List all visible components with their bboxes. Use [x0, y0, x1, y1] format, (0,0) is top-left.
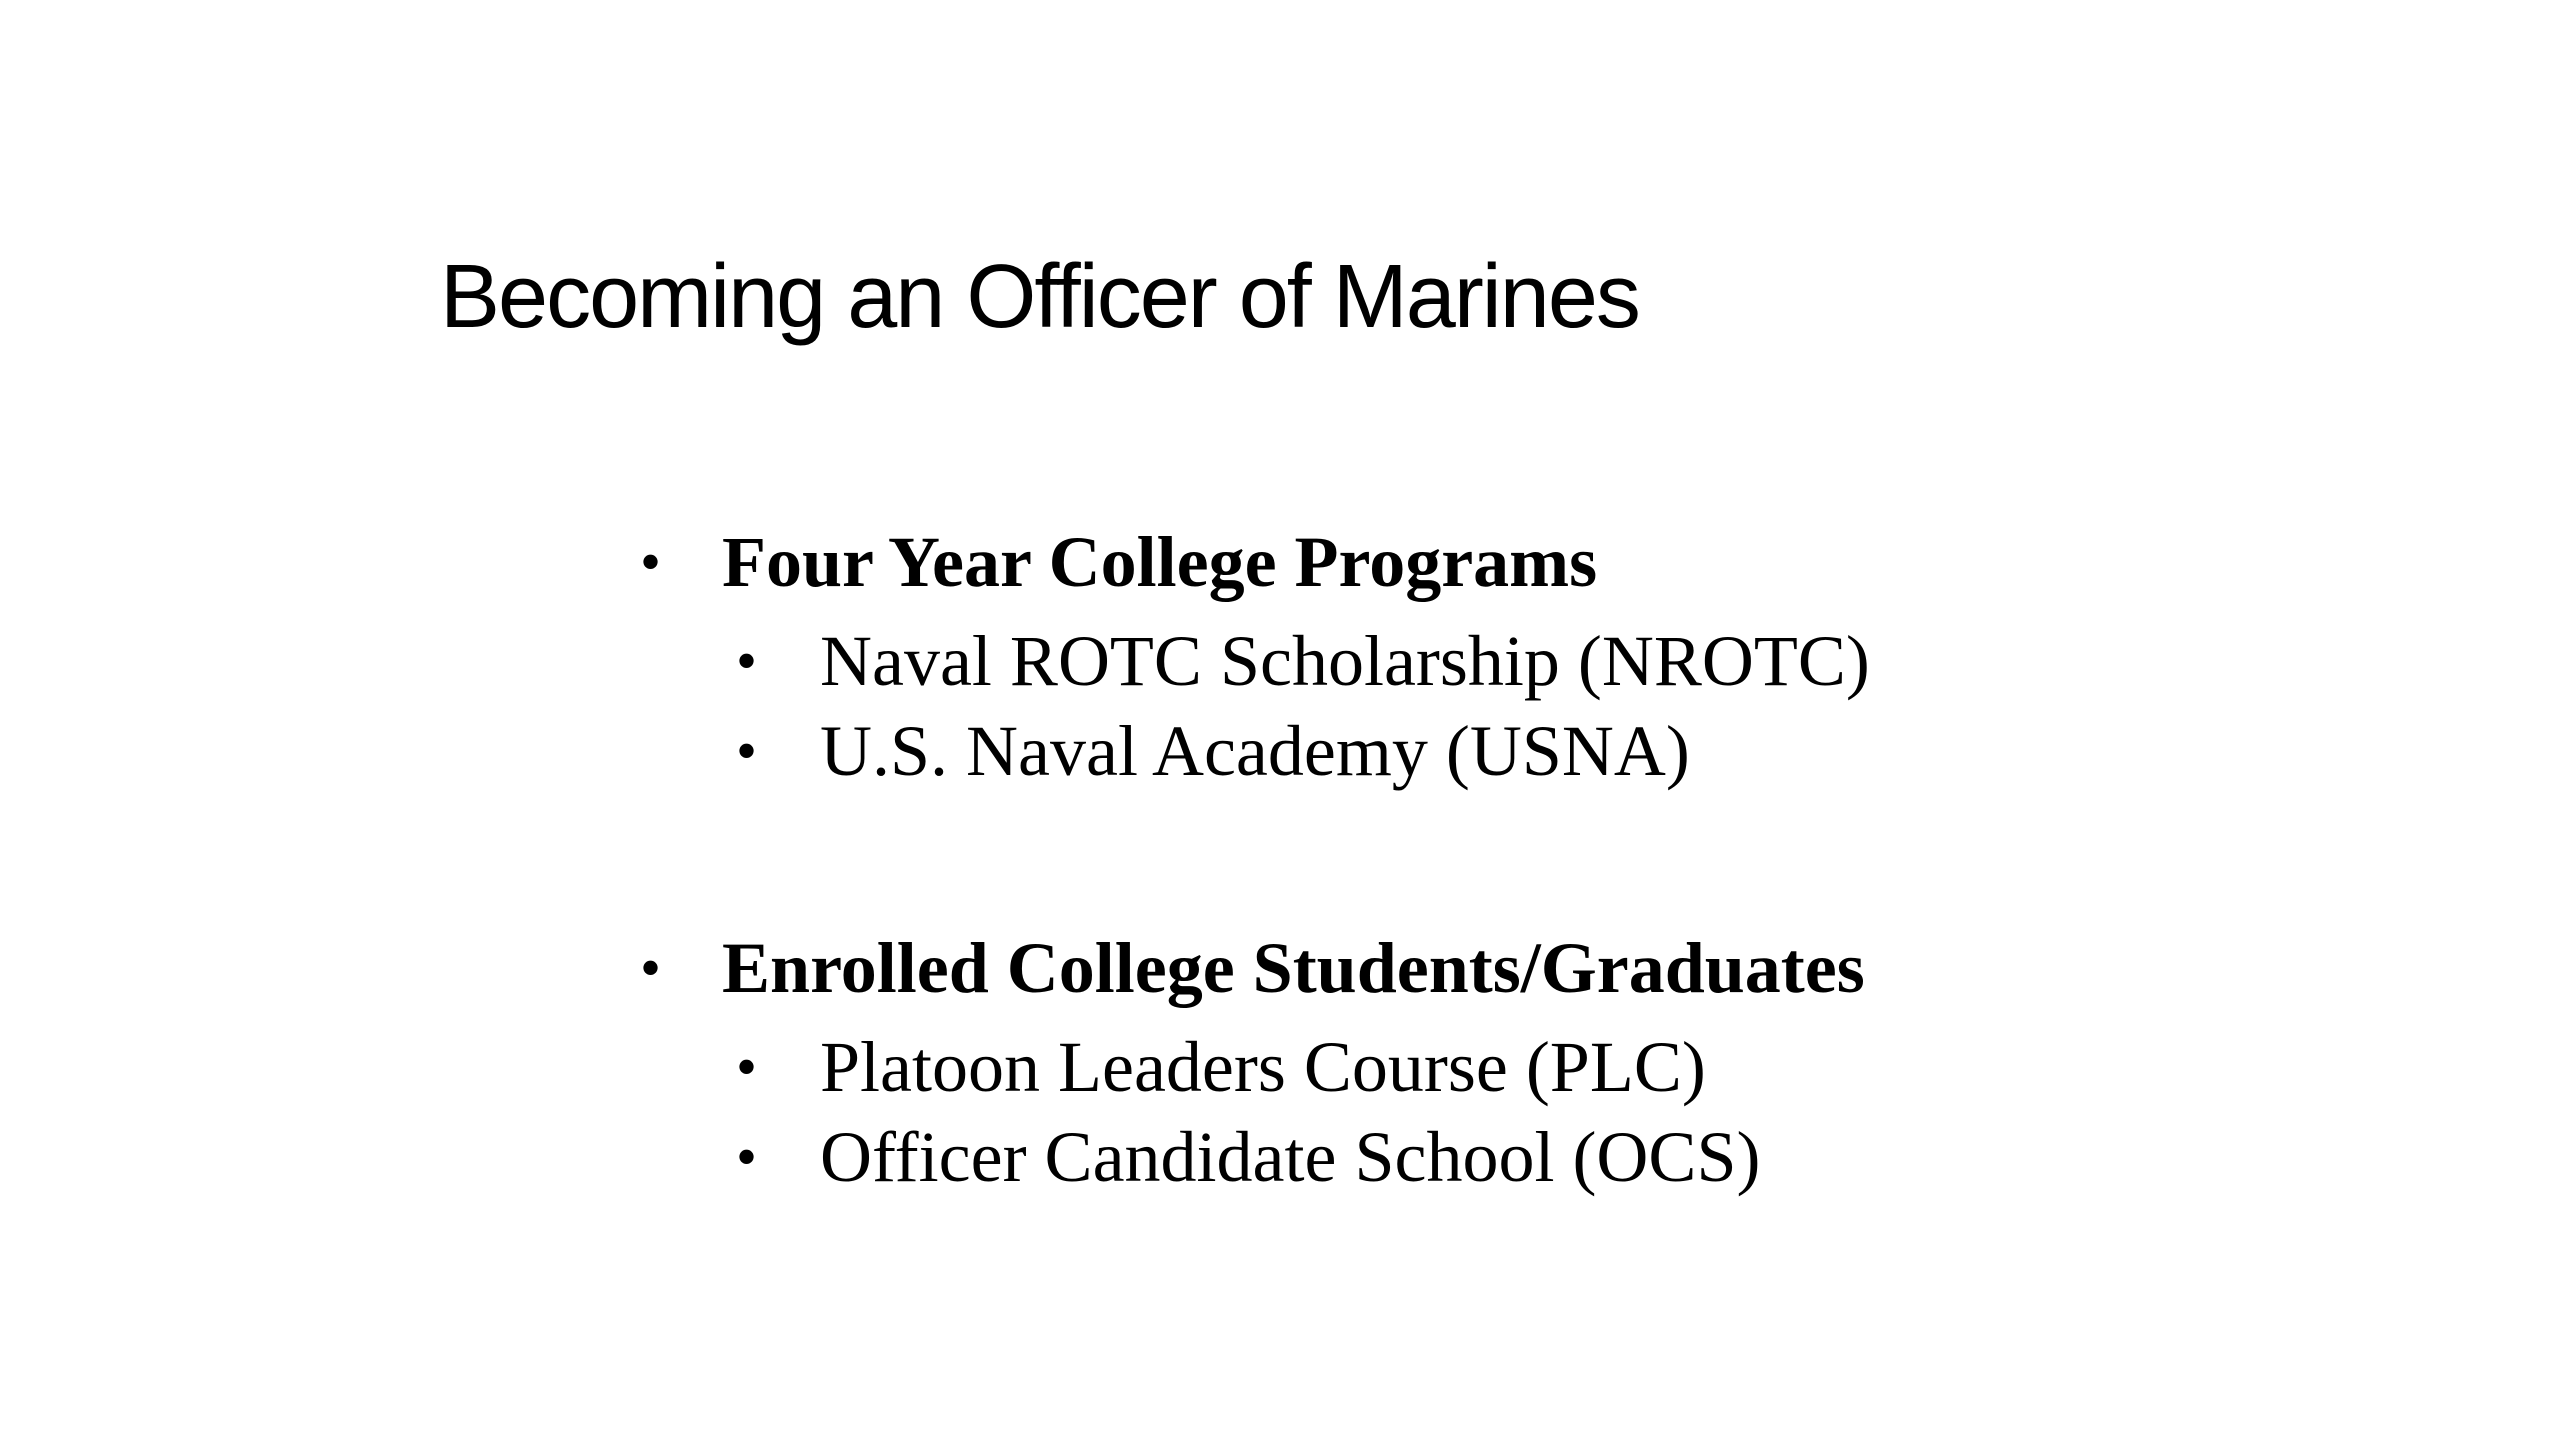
list-item-text: Officer Candidate School (OCS)	[820, 1117, 1761, 1197]
list-item	[640, 706, 2240, 796]
bullet-icon: •	[736, 628, 758, 694]
section-four-year-college-programs	[640, 508, 2240, 796]
list-item-text: Naval ROTC Scholarship (NROTC)	[820, 621, 1870, 701]
bullet-icon: •	[736, 718, 758, 784]
list-item	[640, 1112, 2240, 1202]
bullet-icon: •	[736, 1124, 758, 1190]
bullet-icon: •	[640, 935, 662, 1001]
section-heading	[640, 508, 2240, 616]
bullet-icon: •	[640, 529, 662, 595]
section-heading	[640, 914, 2240, 1022]
slide-title: Becoming an Officer of Marines	[440, 247, 1639, 347]
list-item-text: U.S. Naval Academy (USNA)	[820, 711, 1690, 791]
section-enrolled-college-students	[640, 914, 2240, 1202]
section-heading-text: Four Year College Programs	[722, 522, 1598, 602]
section-heading-text: Enrolled College Students/Graduates	[722, 928, 1865, 1008]
list-item	[640, 616, 2240, 706]
bullet-list	[640, 508, 2240, 1202]
bullet-icon: •	[736, 1034, 758, 1100]
list-item	[640, 1022, 2240, 1112]
list-item-text: Platoon Leaders Course (PLC)	[820, 1027, 1706, 1107]
